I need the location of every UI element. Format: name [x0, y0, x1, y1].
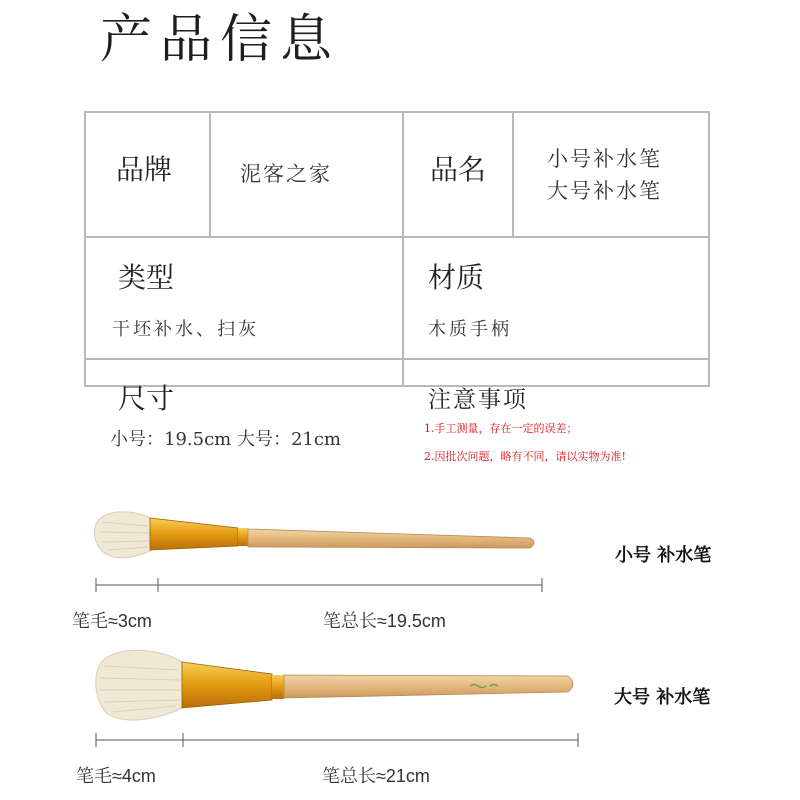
large-bristle-measure: 笔毛≈4cm — [76, 766, 156, 786]
name-value-small: 小号补水笔 — [547, 147, 662, 171]
small-brush-label: 小号 补水笔 — [615, 545, 712, 566]
size-value: 小号：19.5cm 大号：21cm — [110, 429, 342, 450]
notes-label: 注意事项 — [428, 387, 528, 413]
page-title: 产品信息 — [100, 10, 341, 70]
material-label: 材质 — [428, 261, 485, 294]
brand-value: 泥客之家 — [240, 162, 332, 186]
small-brush-image — [90, 500, 550, 570]
type-label: 类型 — [118, 261, 175, 294]
table-row-divider — [86, 358, 708, 360]
note-item: 2.因批次问题，略有不同，请以实物为准! — [424, 450, 626, 463]
note-item: 1.手工测量，存在一定的误差； — [424, 422, 578, 435]
brand-label: 品牌 — [116, 153, 173, 186]
size-label: 尺寸 — [118, 382, 175, 415]
small-brush-ferrule — [150, 518, 238, 550]
small-total-measure: 笔总长≈19.5cm — [323, 611, 446, 631]
name-label: 品名 — [430, 153, 487, 186]
large-brush-handle — [284, 675, 573, 698]
large-brush-ferrule — [182, 662, 272, 708]
large-total-measure: 笔总长≈21cm — [322, 766, 430, 786]
table-row-divider — [86, 236, 708, 238]
table-col-divider — [209, 113, 211, 236]
table-col-divider — [402, 113, 404, 385]
large-brush-image — [90, 640, 590, 730]
small-brush-bristles — [94, 512, 152, 558]
small-brush-handle — [248, 529, 534, 548]
material-value: 木质手柄 — [428, 319, 512, 340]
small-brush-ruler — [90, 575, 550, 595]
large-brush-ruler — [90, 730, 590, 750]
small-bristle-measure: 笔毛≈3cm — [72, 611, 152, 631]
large-brush-label: 大号 补水笔 — [614, 687, 711, 708]
name-value-large: 大号补水笔 — [547, 179, 662, 203]
type-value: 干坯补水、扫灰 — [112, 319, 259, 340]
table-col-divider — [512, 113, 514, 236]
